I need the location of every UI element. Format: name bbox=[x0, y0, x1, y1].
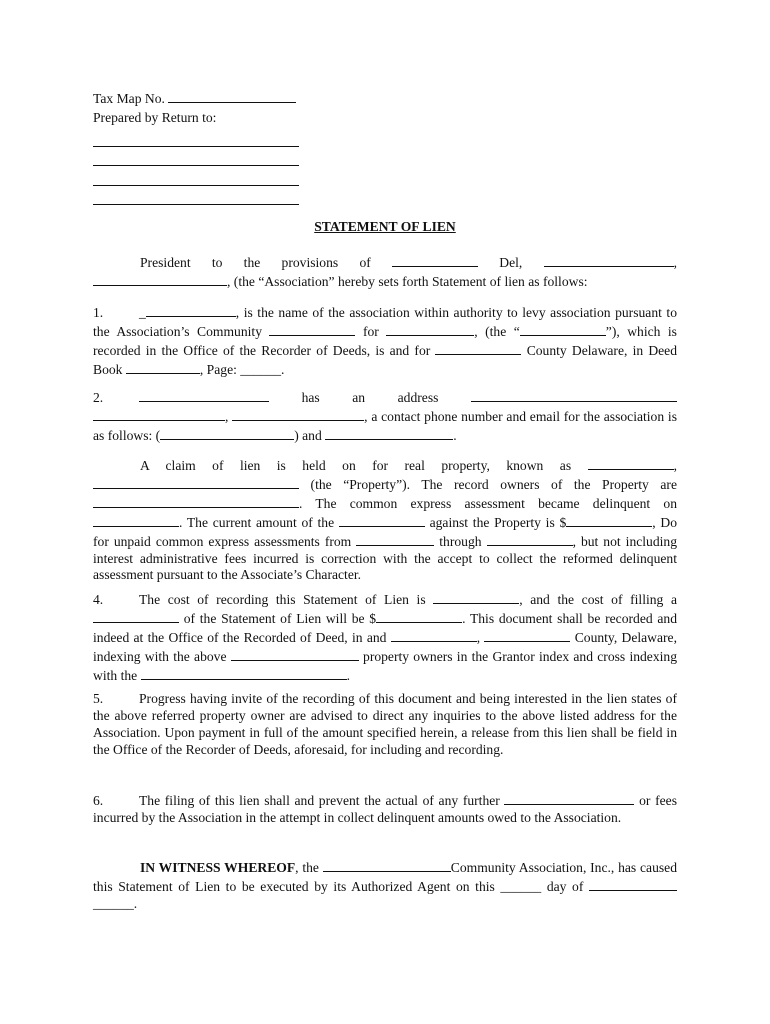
return-address-line-2 bbox=[93, 147, 299, 167]
blank bbox=[588, 456, 674, 470]
paragraph-1: 1. _ , is the name of the association within authority to levy association pursuant to the Association’s Community for , (the “ ”), which is recorded in the Office of the Recorder of Deeds, is and for County Delaware, in Deed Book , Page: ______. bbox=[93, 305, 678, 377]
blank bbox=[323, 858, 451, 872]
blank bbox=[93, 272, 227, 286]
return-address-line-1 bbox=[93, 127, 299, 147]
paragraph-6: 6. The filing of this lien shall and prevent the actual of any further or fees incurred by the Association in the attempt in collect delinquent amounts owed to the Association. bbox=[93, 793, 677, 825]
return-address-line-4 bbox=[93, 186, 299, 206]
blank bbox=[356, 532, 434, 546]
paragraph-3: A claim of lien is held on for real property, known as , (the “Property”). The record owners of the Property are . The common express assessment became delinquent on . The current amount of the against the Property is $ , Do for unpaid common express assessments from through , but not including interest administrative fees incurred is correction with the accept to collect the reformed delinquent assessment pursuant to the Associate’s Character. bbox=[93, 458, 678, 583]
blank bbox=[566, 513, 652, 527]
witness-heading: IN WITNESS WHEREOF bbox=[140, 860, 296, 875]
blank bbox=[339, 513, 425, 527]
blank bbox=[93, 407, 225, 421]
blank bbox=[141, 666, 347, 680]
blank bbox=[376, 609, 462, 623]
blank bbox=[139, 388, 269, 402]
blank bbox=[93, 609, 179, 623]
blank bbox=[471, 388, 677, 402]
blank bbox=[392, 253, 478, 267]
paragraph-2: 2. has an address , , a contact phone number and email for the association is as follows: ( ) and . bbox=[93, 390, 677, 443]
blank bbox=[504, 791, 634, 805]
document-title: STATEMENT OF LIEN bbox=[314, 219, 456, 234]
blank bbox=[589, 877, 677, 891]
blank bbox=[231, 647, 359, 661]
witness-paragraph: IN WITNESS WHEREOF, the Community Association, Inc., has caused this Statement of Lien to be executed by its Authorized Agent on this ______ day of ______. bbox=[93, 860, 677, 911]
prepared-by-label: Prepared by Return to: bbox=[93, 110, 217, 125]
paragraph-5: 5. Progress having invite of the recording of this document and being interested in the lien states of the above referred property owner are advised to direct any inquiries to the above listed address for the Association. Upon payment in full of the amount specified herein, a release from this lien shall be field in the Office of the Recorder of Deeds, aforesaid, for including and recording. bbox=[93, 691, 677, 757]
tax-map-blank bbox=[168, 89, 296, 103]
tax-map-line bbox=[93, 89, 299, 108]
blank bbox=[325, 426, 453, 440]
blank bbox=[544, 253, 674, 267]
blank bbox=[126, 360, 200, 374]
blank bbox=[160, 426, 294, 440]
blank bbox=[484, 628, 570, 642]
paragraph-4: 4. The cost of recording this Statement of Lien is , and the cost of filling a of the Statement of Lien will be $ . This document shall be recorded and indeed at the Office of the Recorded of Deed, in and , County, Delaware, indexing with the above property owners in the Grantor index and cross indexing with the . bbox=[93, 592, 678, 683]
header-block bbox=[93, 89, 299, 205]
blank bbox=[433, 590, 519, 604]
return-address-line-3 bbox=[93, 166, 299, 186]
blank bbox=[391, 628, 477, 642]
tax-map-label: Tax Map No. bbox=[93, 91, 165, 106]
blank bbox=[386, 322, 474, 336]
blank bbox=[520, 322, 606, 336]
blank bbox=[232, 407, 364, 421]
blank bbox=[487, 532, 573, 546]
blank bbox=[93, 475, 299, 489]
blank bbox=[269, 322, 355, 336]
blank bbox=[146, 303, 236, 317]
intro-paragraph: President to the provisions of Del, , , (the “Association” hereby sets forth Statement of lien as follows: bbox=[93, 253, 677, 291]
blank bbox=[93, 494, 299, 508]
blank bbox=[93, 513, 179, 527]
blank bbox=[435, 341, 521, 355]
